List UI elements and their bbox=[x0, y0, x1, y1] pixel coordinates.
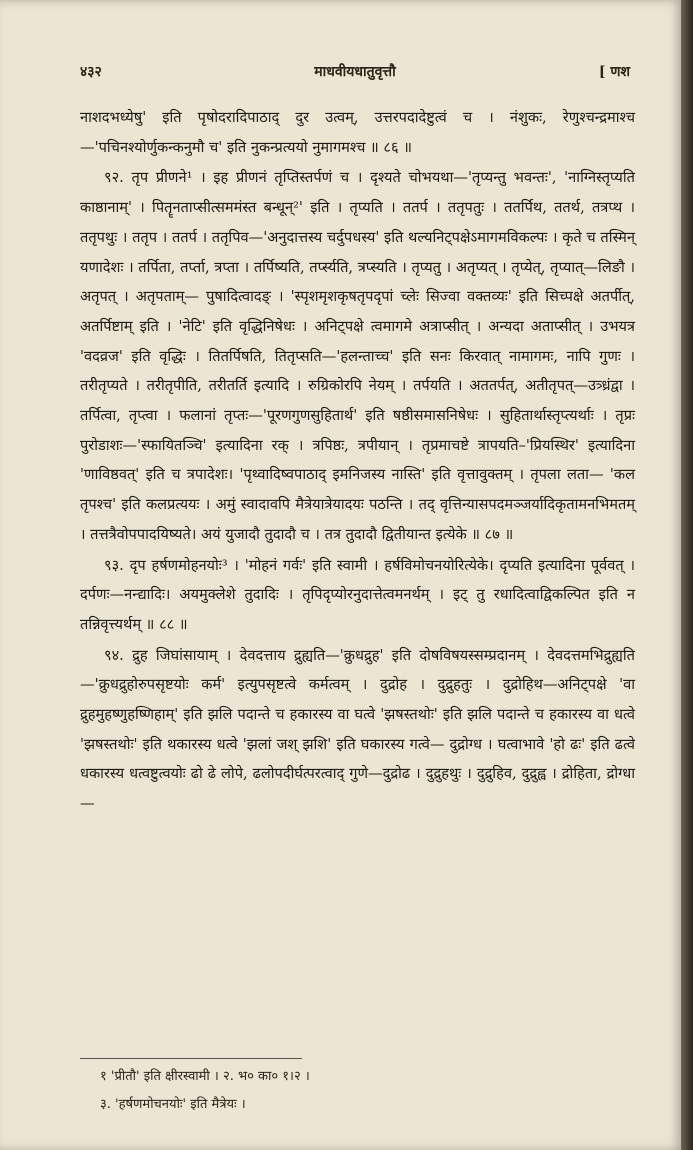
footnote-3: ३. 'हर्षणमोचनयोः' इति मैत्रेयः । bbox=[100, 1097, 246, 1112]
paragraph-continuation: नाशदभध्येषु' इति पृषोदरादिपाठाद् दुर उत्वम्, उत्तरपदादेष्टुत्वं च । नंशुकः, रेणुश्चन्द्रमाश्च—'पचिनश्योर्णुकन्कनुमौ च' इति नुकन्प्रत्ययो नुमागमश्च ॥ ८६ ॥ bbox=[80, 109, 635, 156]
footnote-divider bbox=[80, 1058, 302, 1059]
paragraph-entry-94: ९४. द्रुह जिघांसायाम् । देवदत्ताय द्रुह्यति—'क्रुधद्रुह' इति दोषविषयस्सम्प्रदानम् । देवदत्तमभिद्रुह्यति—'क्रुधद्रुहोरुपसृष्टयोः कर्म' इत्युपसृष्टत्वे कर्मत्वम् । दुद्रोह । दुद्रुहतुः । दुद्रोहिथ—अनिट्पक्षे 'वा द्रुहमुहष्णुहष्णिहाम्' इति झलि पदान्ते च हकारस्य वा घत्वे 'झषस्तथोः' इति झलि पदान्ते च हकारस्य वा धत्वे 'झषस्तथोः' इति थकारस्य धत्वे 'झलां जश् झशि' इति घकारस्य गत्वे— दुद्रोग्ध । घत्वाभावे 'हो ढः' इति ढत्वे धकारस्य धत्वष्टुत्वयोः ढो ढे लोपे, ढलोपदीर्घत्परत्वाद् गुणे—दुद्रोढ । दुद्रुहथुः । दुद्रुहिव, दुद्रुह्व । द्रोहिता, द्रोग्धा— bbox=[80, 646, 635, 813]
paragraph-entry-92: ९२. तृप प्रीणने¹ । इह प्रीणनं तृप्तिस्तर्पणं च । दृश्यते चोभयथा—'तृप्यन्तु भवन्तः', 'नाग्निस्तृप्यति काष्ठानाम्' । पितॄनताप्सीत्सममंस्त बन्धून्²' इति । तृप्यति । ततर्प । ततृपतुः । ततर्पिथ, ततर्थ, तत्रप्थ । ततृपथुः । ततृप । ततर्प । ततृपिव—'अनुदात्तस्य चर्दुपधस्य' इति थल्यनिट्पक्षेऽमागमविकल्पः । कृते च तस्मिन् यणादेशः । तर्पिता, तर्प्ता, त्रप्ता । तर्पिष्यति, तर्प्स्यति, त्रप्स्यति । तृप्यतु । अतृप्यत् । तृप्येत्, तृप्यात्—लिङौ । अतृपत् । अतृपताम्— पुषादित्वादङ् । 'स्पृशमृशकृषतृपदृपां च्लेः सिज्वा वक्तव्यः' इति सिच्पक्षे अतर्पीत्, अतर्पिष्टाम् इति । 'नेटि' इति वृद्धिनिषेधः । अनिट्पक्षे त्वमागमे अत्राप्सीत् । अन्यदा अताप्सीत् । उभयत्र 'वदव्रज' इति वृद्धिः । तितर्पिषति, तितृप्सति—'हलन्ताच्च' इति सनः किरवात् नामागमः, नापि गुणः । तरीतृप्यते । तरीतृपीति, तरीतर्ति इत्यादि । रुग्रिकोरपि नेयम् । तर्पयति । अततर्पत्, अतीतृपत्—उत्र्ध्रंद्वा । तर्पित्वा, तृप्त्वा । फलानां तृप्तः—'पूरणगुणसुहितार्थ' इति षष्ठीसमासनिषेधः । सुहितार्थास्तृप्त्यर्थाः । तृप्रः पुरोडाशः—'स्फायितञ्चि' इत्यादिना रक् । त्रपिष्ठः, त्रपीयान् । तृप्रमाचष्टे त्रापयति–'प्रियस्थिर' इत्यादिना 'णाविष्ठवत्' इति च त्रपादेशः। 'पृथ्वादिष्वपाठाद् इमनिजस्य नास्ति' इति वृत्तावुक्तम् । तृपला लता— 'कल तृपश्च' इति कलप्रत्ययः । अमुं स्वादावपि मैत्रेयात्रेयादयः पठन्ति । तद् वृत्तिन्यासपदमञ्जर्यादिकृतामनभिमतम् । तत्तत्रैवोपपादयिष्यते। अयं युजादौ तुदादौ च । तत्र तुदादौ द्वितीयान्त इत्येके ॥ ८७ ॥ bbox=[80, 169, 635, 543]
body-text bbox=[80, 103, 635, 820]
page-number: ४३२ bbox=[80, 64, 102, 80]
paragraph-entry-93: ९३. दृप हर्षणमोहनयोः³ । 'मोहनं गर्वः' इति स्वामी । हर्षविमोचनयोरित्येके। दृप्यति इत्यादिना पूर्ववत् । दर्पणः—नन्द्यादिः। अयमुक्लेशे तुदादिः । तृपिदृप्योरनुदात्तेत्वमनर्थम् । इट् तु रधादित्वाद्विकल्पित इति न तन्निवृत्त्यर्थम् ॥ ८८ ॥ bbox=[80, 556, 635, 633]
section-marker: [ णश bbox=[598, 64, 630, 80]
footnotes bbox=[100, 1063, 620, 1119]
running-header bbox=[80, 62, 630, 86]
footnote-1-2: १ 'प्रीतौ' इति क्षीरस्वामी । २. भ० का० १।२ । bbox=[100, 1069, 310, 1084]
running-title: माधवीयधातुवृत्तौ bbox=[314, 64, 396, 80]
page-edge bbox=[681, 0, 693, 1150]
